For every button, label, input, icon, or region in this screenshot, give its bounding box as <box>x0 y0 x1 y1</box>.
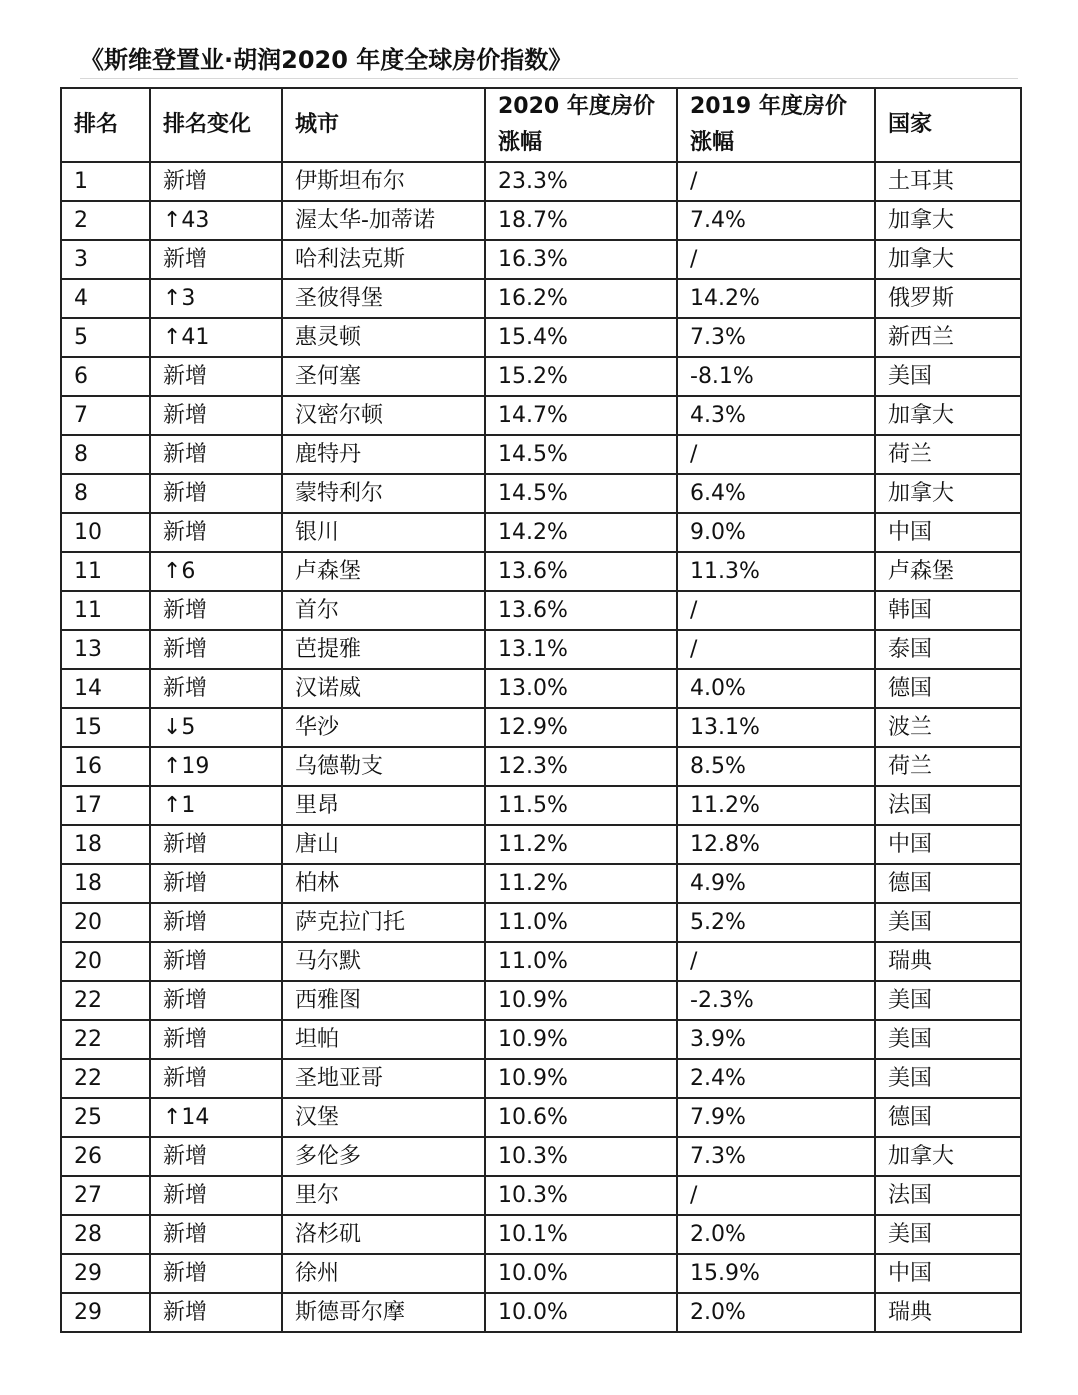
cell-rank-change: 新增 <box>150 474 282 513</box>
table-header-row <box>61 88 1021 162</box>
cell-rank: 28 <box>61 1215 150 1254</box>
cell-growth-2020: 14.5% <box>485 435 677 474</box>
cell-city: 柏林 <box>282 864 485 903</box>
header-country: 国家 <box>875 88 1021 162</box>
cell-growth-2020: 11.5% <box>485 786 677 825</box>
cell-country: 法国 <box>875 786 1021 825</box>
cell-growth-2019: 5.2% <box>677 903 875 942</box>
cell-growth-2019: / <box>677 630 875 669</box>
cell-rank-change: 新增 <box>150 981 282 1020</box>
cell-country: 美国 <box>875 981 1021 1020</box>
cell-rank-change: 新增 <box>150 435 282 474</box>
cell-city: 乌德勒支 <box>282 747 485 786</box>
cell-city: 蒙特利尔 <box>282 474 485 513</box>
cell-growth-2020: 10.9% <box>485 981 677 1020</box>
cell-country: 美国 <box>875 1215 1021 1254</box>
cell-country: 德国 <box>875 864 1021 903</box>
cell-growth-2020: 10.3% <box>485 1137 677 1176</box>
table-row <box>61 1215 1021 1254</box>
cell-rank: 25 <box>61 1098 150 1137</box>
table-row <box>61 552 1021 591</box>
cell-rank-change: 新增 <box>150 630 282 669</box>
table-row <box>61 201 1021 240</box>
cell-growth-2020: 12.9% <box>485 708 677 747</box>
cell-growth-2019: 7.4% <box>677 201 875 240</box>
table-row <box>61 1137 1021 1176</box>
cell-country: 美国 <box>875 1020 1021 1059</box>
cell-city: 里昂 <box>282 786 485 825</box>
table-row <box>61 318 1021 357</box>
cell-city: 徐州 <box>282 1254 485 1293</box>
cell-growth-2020: 10.1% <box>485 1215 677 1254</box>
table-row <box>61 279 1021 318</box>
cell-growth-2019: / <box>677 1176 875 1215</box>
table-row <box>61 864 1021 903</box>
table-row <box>61 942 1021 981</box>
cell-growth-2019: 6.4% <box>677 474 875 513</box>
cell-growth-2020: 10.3% <box>485 1176 677 1215</box>
cell-city: 惠灵顿 <box>282 318 485 357</box>
document-title: 《斯维登置业·胡润2020 年度全球房价指数》 <box>80 46 573 74</box>
cell-rank: 7 <box>61 396 150 435</box>
cell-rank: 10 <box>61 513 150 552</box>
cell-rank: 8 <box>61 435 150 474</box>
cell-growth-2020: 16.3% <box>485 240 677 279</box>
cell-country: 美国 <box>875 357 1021 396</box>
table-row <box>61 240 1021 279</box>
cell-country: 卢森堡 <box>875 552 1021 591</box>
cell-rank-change: 新增 <box>150 864 282 903</box>
table-row <box>61 474 1021 513</box>
cell-city: 哈利法克斯 <box>282 240 485 279</box>
cell-rank-change: 新增 <box>150 1254 282 1293</box>
cell-rank-change: ↑3 <box>150 279 282 318</box>
table-row <box>61 1098 1021 1137</box>
cell-city: 汉诺威 <box>282 669 485 708</box>
cell-country: 美国 <box>875 1059 1021 1098</box>
cell-rank-change: 新增 <box>150 1059 282 1098</box>
cell-rank-change: ↑14 <box>150 1098 282 1137</box>
cell-growth-2019: 7.3% <box>677 1137 875 1176</box>
cell-growth-2019: 13.1% <box>677 708 875 747</box>
cell-rank-change: 新增 <box>150 513 282 552</box>
cell-growth-2020: 11.0% <box>485 942 677 981</box>
cell-growth-2019: 4.3% <box>677 396 875 435</box>
header-growth-2020: 2020 年度房价涨幅 <box>485 88 677 162</box>
table-row <box>61 825 1021 864</box>
cell-city: 汉密尔顿 <box>282 396 485 435</box>
cell-country: 美国 <box>875 903 1021 942</box>
header-growth-2019: 2019 年度房价涨幅 <box>677 88 875 162</box>
cell-rank-change: ↑41 <box>150 318 282 357</box>
table-row <box>61 1176 1021 1215</box>
cell-rank-change: 新增 <box>150 942 282 981</box>
cell-city: 华沙 <box>282 708 485 747</box>
cell-growth-2020: 15.2% <box>485 357 677 396</box>
cell-country: 加拿大 <box>875 396 1021 435</box>
cell-country: 法国 <box>875 1176 1021 1215</box>
cell-rank-change: 新增 <box>150 396 282 435</box>
cell-rank-change: 新增 <box>150 240 282 279</box>
cell-rank: 14 <box>61 669 150 708</box>
cell-city: 唐山 <box>282 825 485 864</box>
cell-growth-2019: 7.3% <box>677 318 875 357</box>
title-divider <box>80 78 1018 79</box>
cell-rank-change: ↓5 <box>150 708 282 747</box>
table-row <box>61 1254 1021 1293</box>
cell-city: 首尔 <box>282 591 485 630</box>
cell-city: 圣何塞 <box>282 357 485 396</box>
table-row <box>61 1059 1021 1098</box>
cell-rank: 20 <box>61 942 150 981</box>
cell-growth-2020: 14.7% <box>485 396 677 435</box>
table-row <box>61 162 1021 201</box>
header-rank: 排名 <box>61 88 150 162</box>
cell-country: 加拿大 <box>875 240 1021 279</box>
header-rank-change: 排名变化 <box>150 88 282 162</box>
cell-rank-change: 新增 <box>150 162 282 201</box>
cell-growth-2020: 13.6% <box>485 552 677 591</box>
cell-rank: 1 <box>61 162 150 201</box>
cell-rank: 17 <box>61 786 150 825</box>
cell-rank-change: 新增 <box>150 1215 282 1254</box>
cell-rank: 26 <box>61 1137 150 1176</box>
cell-country: 中国 <box>875 825 1021 864</box>
cell-growth-2020: 10.0% <box>485 1254 677 1293</box>
cell-rank: 3 <box>61 240 150 279</box>
cell-rank: 13 <box>61 630 150 669</box>
header-city: 城市 <box>282 88 485 162</box>
cell-country: 瑞典 <box>875 942 1021 981</box>
table-body <box>61 162 1021 1332</box>
table-row <box>61 357 1021 396</box>
cell-growth-2020: 10.9% <box>485 1059 677 1098</box>
cell-growth-2019: -2.3% <box>677 981 875 1020</box>
cell-rank: 27 <box>61 1176 150 1215</box>
cell-growth-2019: / <box>677 591 875 630</box>
cell-city: 鹿特丹 <box>282 435 485 474</box>
cell-city: 西雅图 <box>282 981 485 1020</box>
cell-rank-change: 新增 <box>150 1137 282 1176</box>
cell-country: 德国 <box>875 1098 1021 1137</box>
cell-city: 坦帕 <box>282 1020 485 1059</box>
cell-city: 圣地亚哥 <box>282 1059 485 1098</box>
cell-city: 洛杉矶 <box>282 1215 485 1254</box>
cell-growth-2020: 10.6% <box>485 1098 677 1137</box>
cell-growth-2020: 12.3% <box>485 747 677 786</box>
cell-rank: 8 <box>61 474 150 513</box>
cell-country: 荷兰 <box>875 435 1021 474</box>
cell-rank-change: 新增 <box>150 825 282 864</box>
cell-rank: 22 <box>61 1020 150 1059</box>
table-row <box>61 435 1021 474</box>
cell-growth-2019: / <box>677 162 875 201</box>
table-row <box>61 630 1021 669</box>
cell-growth-2019: 2.0% <box>677 1215 875 1254</box>
cell-rank-change: 新增 <box>150 903 282 942</box>
cell-rank-change: ↑43 <box>150 201 282 240</box>
cell-country: 瑞典 <box>875 1293 1021 1332</box>
cell-growth-2019: / <box>677 435 875 474</box>
house-price-index-table <box>60 87 1022 1333</box>
cell-rank-change: 新增 <box>150 591 282 630</box>
cell-growth-2019: / <box>677 942 875 981</box>
cell-country: 新西兰 <box>875 318 1021 357</box>
cell-growth-2019: 2.0% <box>677 1293 875 1332</box>
cell-rank: 29 <box>61 1254 150 1293</box>
cell-country: 加拿大 <box>875 1137 1021 1176</box>
table-row <box>61 1293 1021 1332</box>
cell-city: 圣彼得堡 <box>282 279 485 318</box>
cell-rank: 16 <box>61 747 150 786</box>
table-row <box>61 981 1021 1020</box>
cell-growth-2019: -8.1% <box>677 357 875 396</box>
cell-growth-2020: 11.2% <box>485 825 677 864</box>
cell-country: 加拿大 <box>875 474 1021 513</box>
cell-growth-2019: 4.0% <box>677 669 875 708</box>
cell-country: 波兰 <box>875 708 1021 747</box>
cell-growth-2019: 8.5% <box>677 747 875 786</box>
cell-growth-2019: 14.2% <box>677 279 875 318</box>
cell-growth-2019: 15.9% <box>677 1254 875 1293</box>
cell-growth-2020: 10.0% <box>485 1293 677 1332</box>
cell-rank: 11 <box>61 552 150 591</box>
cell-city: 里尔 <box>282 1176 485 1215</box>
cell-rank-change: 新增 <box>150 1293 282 1332</box>
cell-growth-2019: 12.8% <box>677 825 875 864</box>
cell-growth-2020: 23.3% <box>485 162 677 201</box>
cell-growth-2019: 11.2% <box>677 786 875 825</box>
cell-growth-2020: 10.9% <box>485 1020 677 1059</box>
cell-rank: 18 <box>61 825 150 864</box>
cell-city: 芭提雅 <box>282 630 485 669</box>
cell-city: 斯德哥尔摩 <box>282 1293 485 1332</box>
cell-city: 马尔默 <box>282 942 485 981</box>
cell-city: 伊斯坦布尔 <box>282 162 485 201</box>
cell-rank-change: 新增 <box>150 1176 282 1215</box>
cell-rank: 22 <box>61 981 150 1020</box>
cell-growth-2019: 3.9% <box>677 1020 875 1059</box>
cell-growth-2020: 16.2% <box>485 279 677 318</box>
cell-city: 渥太华-加蒂诺 <box>282 201 485 240</box>
table-row <box>61 1020 1021 1059</box>
cell-rank: 18 <box>61 864 150 903</box>
cell-rank: 15 <box>61 708 150 747</box>
table-row <box>61 396 1021 435</box>
cell-growth-2020: 14.5% <box>485 474 677 513</box>
cell-country: 荷兰 <box>875 747 1021 786</box>
cell-rank: 22 <box>61 1059 150 1098</box>
cell-city: 银川 <box>282 513 485 552</box>
cell-country: 德国 <box>875 669 1021 708</box>
cell-country: 韩国 <box>875 591 1021 630</box>
cell-growth-2020: 13.0% <box>485 669 677 708</box>
cell-rank-change: ↑19 <box>150 747 282 786</box>
table-row <box>61 786 1021 825</box>
cell-city: 多伦多 <box>282 1137 485 1176</box>
cell-city: 汉堡 <box>282 1098 485 1137</box>
cell-growth-2020: 11.0% <box>485 903 677 942</box>
cell-country: 加拿大 <box>875 201 1021 240</box>
cell-rank-change: ↑6 <box>150 552 282 591</box>
cell-growth-2019: 11.3% <box>677 552 875 591</box>
cell-city: 卢森堡 <box>282 552 485 591</box>
cell-city: 萨克拉门托 <box>282 903 485 942</box>
table-row <box>61 513 1021 552</box>
cell-rank-change: 新增 <box>150 357 282 396</box>
cell-growth-2019: 7.9% <box>677 1098 875 1137</box>
cell-rank: 2 <box>61 201 150 240</box>
cell-rank: 6 <box>61 357 150 396</box>
table-row <box>61 747 1021 786</box>
cell-growth-2020: 14.2% <box>485 513 677 552</box>
table-row <box>61 708 1021 747</box>
cell-growth-2019: 2.4% <box>677 1059 875 1098</box>
cell-country: 泰国 <box>875 630 1021 669</box>
cell-country: 土耳其 <box>875 162 1021 201</box>
cell-rank-change: 新增 <box>150 669 282 708</box>
cell-growth-2020: 15.4% <box>485 318 677 357</box>
cell-growth-2019: 4.9% <box>677 864 875 903</box>
cell-growth-2020: 13.6% <box>485 591 677 630</box>
cell-rank-change: 新增 <box>150 1020 282 1059</box>
cell-growth-2020: 13.1% <box>485 630 677 669</box>
cell-rank: 11 <box>61 591 150 630</box>
cell-growth-2020: 11.2% <box>485 864 677 903</box>
cell-country: 中国 <box>875 1254 1021 1293</box>
table-row <box>61 669 1021 708</box>
cell-growth-2020: 18.7% <box>485 201 677 240</box>
cell-growth-2019: 9.0% <box>677 513 875 552</box>
table-row <box>61 903 1021 942</box>
cell-rank: 4 <box>61 279 150 318</box>
cell-rank: 5 <box>61 318 150 357</box>
cell-country: 中国 <box>875 513 1021 552</box>
cell-rank: 29 <box>61 1293 150 1332</box>
table-row <box>61 591 1021 630</box>
cell-rank: 20 <box>61 903 150 942</box>
cell-country: 俄罗斯 <box>875 279 1021 318</box>
cell-rank-change: ↑1 <box>150 786 282 825</box>
cell-growth-2019: / <box>677 240 875 279</box>
